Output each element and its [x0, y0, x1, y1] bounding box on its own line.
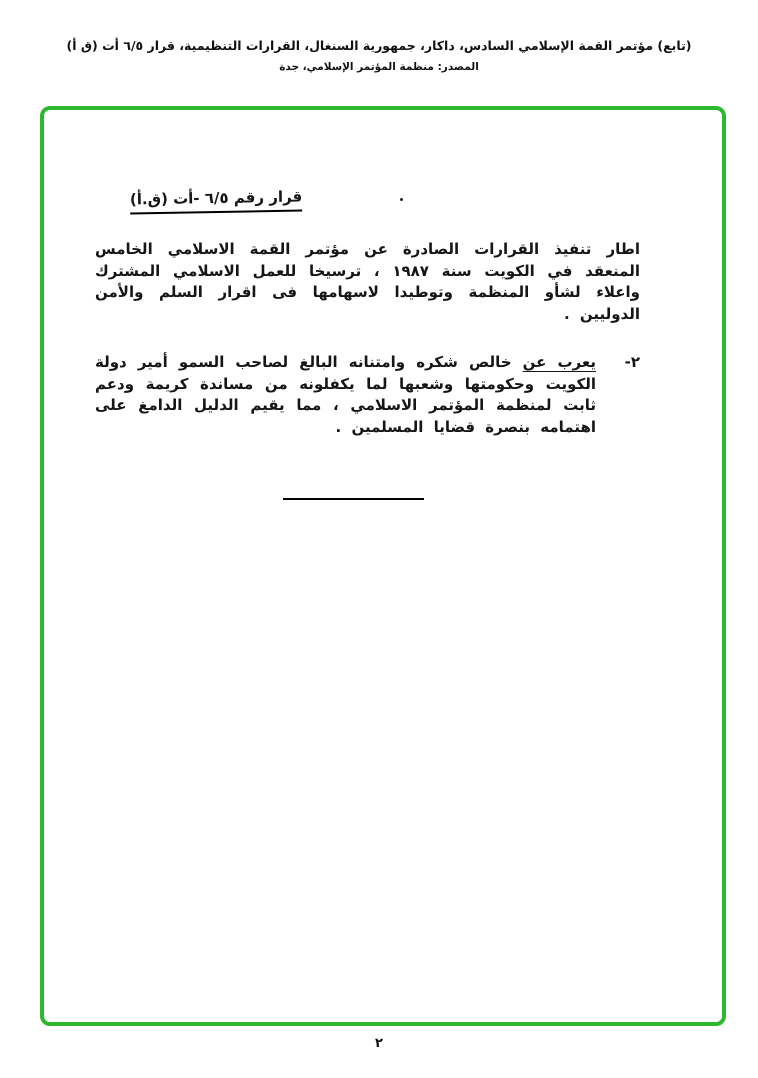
- document-header: [0, 38, 758, 73]
- item-text: [95, 352, 596, 438]
- item-number: ٢-: [624, 353, 640, 371]
- header-source-line: المصدر: منظمة المؤتمر الإسلامي، جدة: [279, 61, 479, 73]
- page-number: ٢: [375, 1036, 383, 1051]
- item-lead-underlined: يعرب عن: [522, 353, 596, 371]
- resolution-content: [44, 110, 722, 438]
- divider-line: [283, 498, 424, 500]
- green-border-frame: [40, 106, 726, 1026]
- page-footer: [0, 1036, 758, 1051]
- item-body-text: خالص شكره وامتنانه البالغ لصاحب السمو أمير دولة الكويت وحكومتها وشعبها لما يكفلونه من مساندة كريمة ودعم ثابت لمنظمة المؤتمر الاسلامي ، مما يقيم الدليل الدامغ على اهتمامه بنصرة قضايا المسلمين .: [95, 353, 596, 436]
- header-citation-line: (تابع) مؤتمر القمة الإسلامي السادس، داكار، جمهورية السنغال، القرارات التنظيمية، قرار ٦/٥ أت (ق أ): [66, 38, 692, 53]
- resolution-item-2: [95, 352, 640, 438]
- resolution-title: قرار رقم ٦/٥ -أت (ق.أ): [130, 187, 303, 214]
- resolution-intro-paragraph: اطار تنفيذ القرارات الصادرة عن مؤتمر القمة الاسلامي الخامس المنعقد في الكويت سنة ١٩٨٧ ، ترسيخا للعمل الاسلامي المشترك واعلاء لشأو المنظمة وتوطيدا لاسهامها فى اقرار السلم والأمن الدوليين .: [95, 240, 640, 323]
- resolution-title-row: [130, 188, 640, 213]
